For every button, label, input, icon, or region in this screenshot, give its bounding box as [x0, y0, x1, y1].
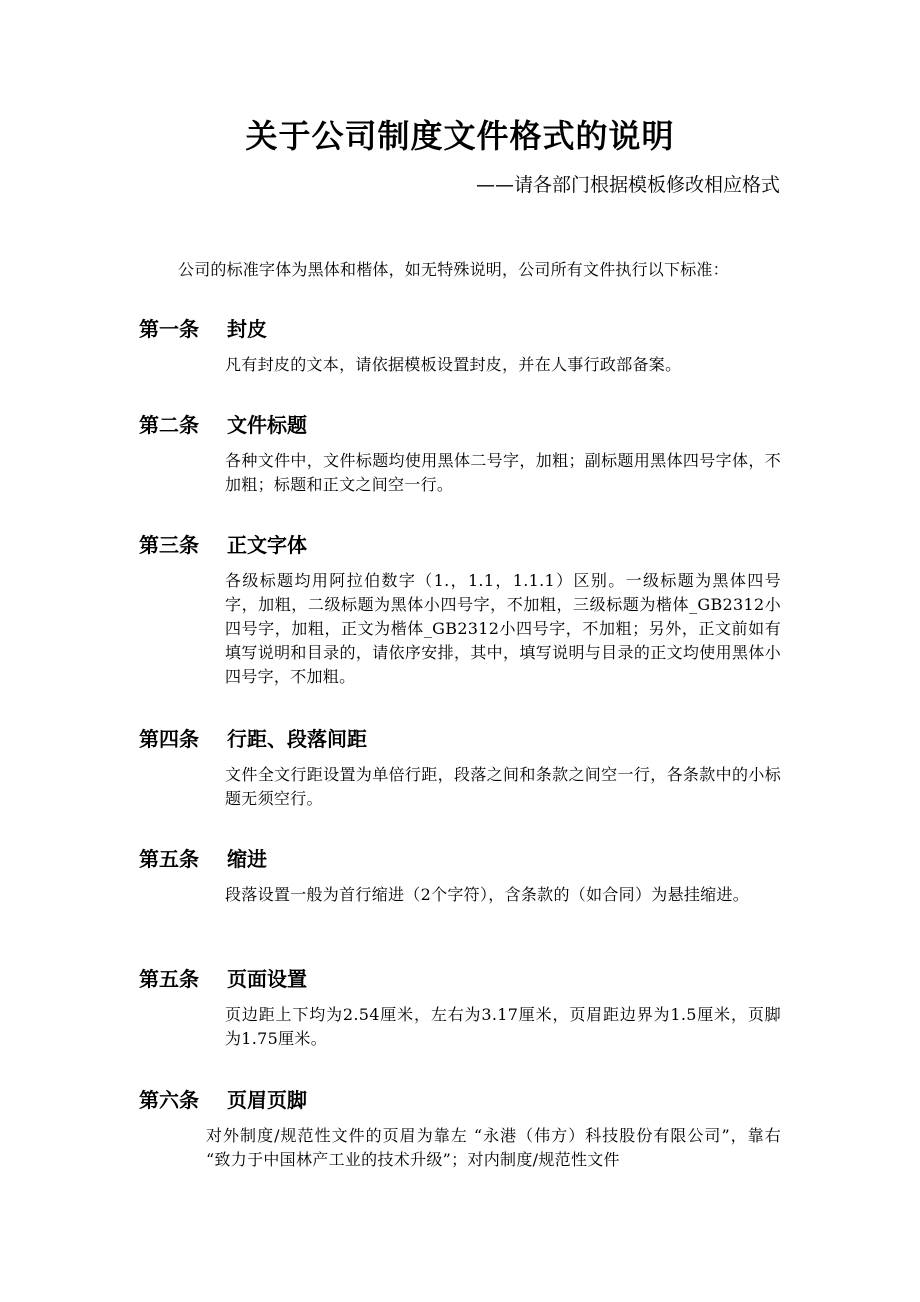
article-2-heading [139, 410, 307, 440]
article-7-heading [139, 1085, 307, 1115]
article-1-title: 封皮 [227, 317, 267, 341]
article-7-title: 页眉页脚 [227, 1088, 307, 1112]
article-6-number: 第五条 [139, 967, 199, 991]
article-3-body: 各级标题均用阿拉伯数字（1.，1.1，1.1.1）区别。一级标题为黑体四号字，加粗，二级标题为黑体小四号字，不加粗，三级标题为楷体_GB2312小四号字，加粗，正文为楷体_GB2312小四号字，不加粗；另外，正文前如有填写说明和目录的，请依序安排，其中，填写说明与目录的正文均使用黑体小四号字，不加粗。 [225, 571, 781, 686]
article-4-heading [139, 724, 367, 754]
article-4-title: 行距、段落间距 [227, 727, 367, 751]
intro-paragraph: 公司的标准字体为黑体和楷体，如无特殊说明，公司所有文件执行以下标准： [178, 260, 729, 279]
article-7-number: 第六条 [139, 1088, 199, 1112]
article-1-heading [139, 314, 267, 344]
article-4-body: 文件全文行距设置为单倍行距，段落之间和条款之间空一行，各条款中的小标题无须空行。 [225, 765, 781, 808]
article-1-number: 第一条 [139, 317, 199, 341]
article-5-title: 缩进 [227, 847, 267, 871]
document-subtitle: ——请各部门根据模板修改相应格式 [475, 174, 780, 196]
article-3-number: 第三条 [139, 533, 199, 557]
article-4-number: 第四条 [139, 727, 199, 751]
article-5-body: 段落设置一般为首行缩进（2个字符），含条款的（如合同）为悬挂缩进。 [225, 885, 750, 904]
document-title: 关于公司制度文件格式的说明 [245, 117, 675, 155]
article-5-heading [139, 844, 267, 874]
article-6-body: 页边距上下均为2.54厘米，左右为3.17厘米，页眉距边界为1.5厘米，页脚为1.75厘米。 [225, 1005, 781, 1048]
article-3-title: 正文字体 [227, 533, 307, 557]
article-6-heading [139, 964, 307, 994]
article-2-number: 第二条 [139, 413, 199, 437]
article-3-heading [139, 530, 307, 560]
article-6-title: 页面设置 [227, 967, 307, 991]
article-7-body: 对外制度/规范性文件的页眉为靠左 “永港（伟方）科技股份有限公司”，靠右 “致力于中国林产工业的技术升级”；对内制度/规范性文件 [206, 1126, 781, 1169]
article-2-title: 文件标题 [227, 413, 307, 437]
article-5-number: 第五条 [139, 847, 199, 871]
article-2-body: 各种文件中，文件标题均使用黑体二号字，加粗；副标题用黑体四号字体，不加粗；标题和正文之间空一行。 [225, 451, 781, 494]
article-1-body: 凡有封皮的文本，请依据模板设置封皮，并在人事行政部备案。 [225, 355, 682, 374]
